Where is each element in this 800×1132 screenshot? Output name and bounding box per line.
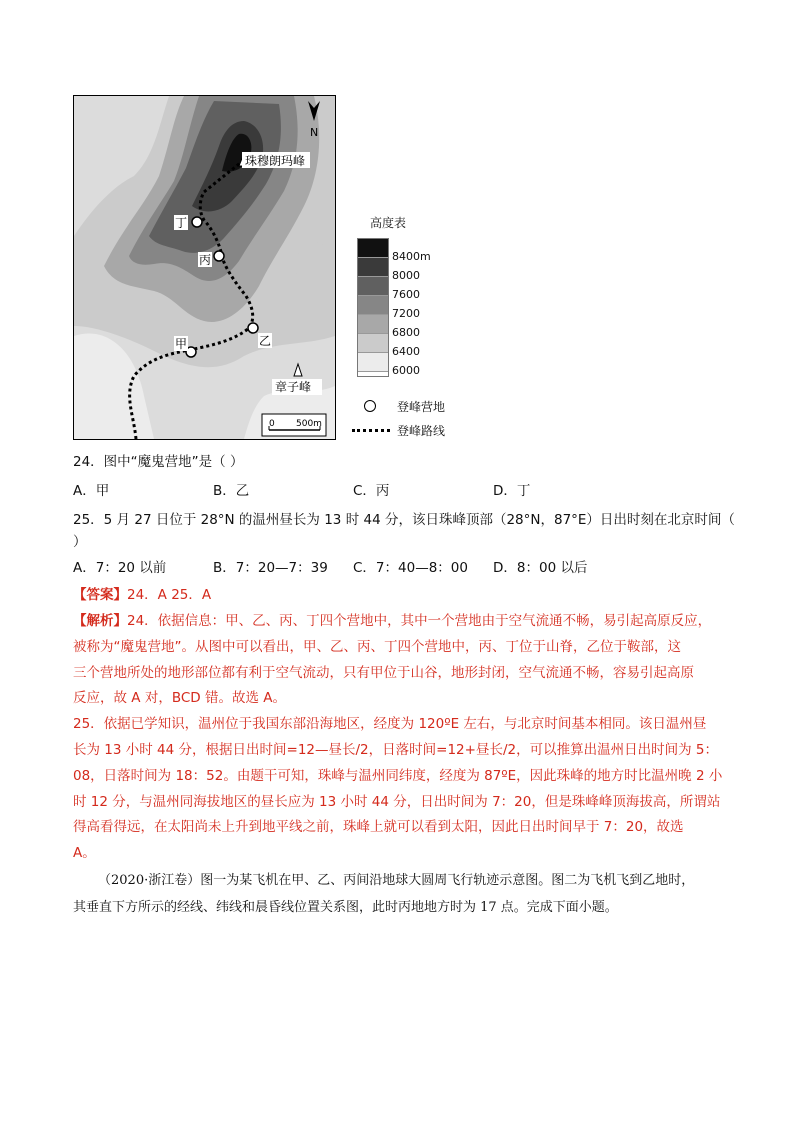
analysis-line: 反应，故 A 对，BCD 错。故选 A。 [73,690,286,706]
analysis-line: 被称为“魔鬼营地”。从图中可以看出，甲、乙、丙、丁四个营地中，丙、丁位于山脊，乙位于鞍部，这 [73,639,681,655]
legend-level: 6800 [392,326,420,339]
camp-jia-label: 甲 [175,337,188,351]
next-question-line: 其垂直下方所示的经线、纬线和晨昏线位置关系图，此时丙地地方时为 17 点。完成下面小题。 [73,900,618,915]
q24-option-b: B．乙 [213,483,250,499]
legend-swatch [358,258,388,277]
q25-stem-cont: ） [73,534,87,550]
camp-symbol-icon [364,400,376,412]
contour-map [73,95,336,440]
q24-option-a: A．甲 [73,483,110,499]
q24-stem: 24．图中“魔鬼营地”是（ ） [73,454,244,470]
q25-option-d: D．8：00 以后 [493,560,588,576]
legend-swatch [358,239,388,258]
legend-swatch [358,334,388,353]
legend-swatch [358,315,388,334]
camp-bing-label: 丙 [199,253,212,267]
analysis-line: A。 [73,845,96,861]
q24-option-c: C．丙 [353,483,390,499]
q25-option-c: C．7：40—8：00 [353,560,468,576]
q25-option-b: B．7：20—7：39 [213,560,328,576]
analysis-label: 【解析】 [73,613,127,629]
answer-text: 24．A 25．A [127,587,212,603]
answer-line [73,583,211,603]
legend-level: 8000 [392,269,420,282]
contour-map-svg [74,96,335,439]
peak2-label: 章子峰 [275,380,312,394]
analysis-line: 25．依据已学知识，温州位于我国东部沿海地区，经度为 120ºE 左右，与北京时间基本相同。该日温州昼 [73,716,707,732]
next-question-line: （2020·浙江卷）图一为某飞机在甲、乙、丙间沿地球大圆周飞行轨迹示意图。图二为飞机飞到乙地时， [98,873,695,888]
camp-bing [214,251,224,261]
camp-yi-label: 乙 [259,334,272,348]
legend-route-label: 登峰路线 [397,424,446,438]
analysis-line-0: 【解析】24．依据信息：甲、乙、丙、丁四个营地中，其中一个营地由于空气流通不畅，易引起高原反应， [73,613,712,629]
camp-yi [248,323,258,333]
legend-level: 8400m [392,250,431,263]
analysis-line: 时 12 分，与温州同海拔地区的昼长应为 13 小时 44 分，日出时间为 7：20，但是珠峰峰顶海拔高，所谓站 [73,794,721,810]
legend-color-bar [357,238,389,377]
camp-ding-label: 丁 [175,216,188,230]
analysis-line: 得高看得远，在太阳尚未上升到地平线之前，珠峰上就可以看到太阳，因此日出时间早于 7：20，故选 [73,819,684,835]
legend-level: 7600 [392,288,420,301]
peak-label: 珠穆朗玛峰 [245,154,306,168]
scale-label: 500m [296,419,322,429]
legend-level: 6400 [392,345,420,358]
camp-ding [192,217,202,227]
legend-swatch [358,296,388,315]
answer-label: 【答案】 [73,587,127,603]
analysis-line: 08，日落时间为 18：52。由题干可知，珠峰与温州同纬度，经度为 87ºE，因此珠峰的地方时比温州晚 2 小 [73,768,723,784]
q24-option-d: D．丁 [493,483,531,499]
scale-zero: 0 [269,419,275,429]
route-symbol-icon [352,429,390,432]
analysis-line: 长为 13 小时 44 分，根据日出时间=12—昼长/2，日落时间=12+昼长/2，可以推算出温州日出时间为 5： [73,742,718,758]
legend-level: 6000 [392,364,420,377]
q25-option-a: A．7：20 以前 [73,560,167,576]
legend-swatch [358,353,388,372]
q25-stem: 25．5 月 27 日位于 28°N 的温州昼长为 13 时 44 分，该日珠峰顶部（28°N，87°E）日出时刻在北京时间（ [73,512,735,528]
map-legend [352,210,472,450]
legend-swatch [358,277,388,296]
legend-level: 7200 [392,307,420,320]
analysis-line: 三个营地所处的地形部位都有利于空气流动，只有甲位于山谷，地形封闭，空气流通不畅，容易引起高原 [73,665,694,681]
legend-title: 高度表 [370,216,407,230]
legend-camp-label: 登峰营地 [397,400,446,414]
north-label: N [310,126,319,139]
